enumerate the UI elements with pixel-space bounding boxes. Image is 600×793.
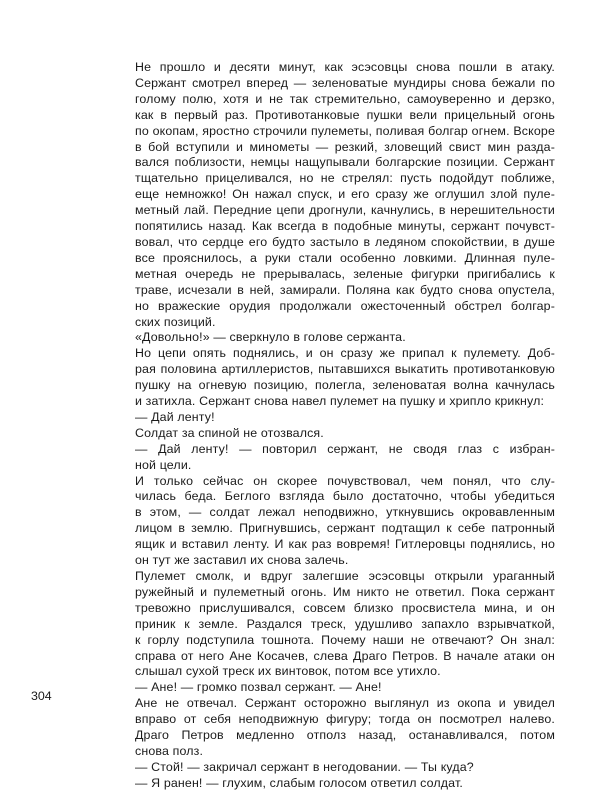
text-line: в бой вступили и минометы — резкий, зловещий свист мин разда- bbox=[135, 139, 555, 154]
text-line: Сержант смотрел вперед — зеленоватые мундиры снова бежали по bbox=[135, 75, 555, 90]
text-line: рая половина артиллеристов, пытавшихся выкатить противотанковую bbox=[135, 362, 555, 377]
paragraph bbox=[116, 330, 555, 346]
text-line: тщательно прицеливался, но не стрелял: пусть подойдут поближе, bbox=[135, 171, 555, 186]
page-number: 304 bbox=[31, 689, 52, 703]
text-line: пушку на огневую позицию, полегла, зеленоватая волна качнулась bbox=[135, 378, 555, 393]
text-line: И только сейчас он скорее почувствовал, чем понял, что слу- bbox=[135, 473, 555, 488]
text-line: метный лай. Передние цепи дрогнули, качнулись, в нерешительности bbox=[135, 203, 555, 218]
text-line: чилась беда. Беглого взгляда было достаточно, чтобы убедиться bbox=[135, 489, 555, 504]
text-line: ящик и вставил ленту. И как раз вовремя! Гитлеровцы поднялись, но bbox=[135, 537, 555, 552]
text-line: — Дай ленту! — повторил сержант, не сводя глаз с избран- bbox=[135, 441, 555, 456]
paragraph bbox=[116, 776, 555, 792]
text-line: вправо от себя неподвижную фигуру; тогда он посмотрел налево. bbox=[135, 712, 555, 727]
text-line: попятились назад. Как всегда в подобные минуты, сержант почувст- bbox=[135, 219, 555, 234]
paragraph bbox=[116, 760, 555, 776]
paragraph bbox=[116, 569, 555, 680]
page-text bbox=[116, 60, 555, 792]
text-line: ружейный и пулеметный огонь. Им никто не ответил. Пока сержант bbox=[135, 584, 555, 599]
text-line: ной цели. bbox=[135, 457, 192, 472]
text-line: он тут же заставил их снова залечь. bbox=[135, 553, 349, 568]
text-line: справа от него Ане Косачев, слева Драго Петров. В начале атаки он bbox=[135, 648, 555, 663]
text-line: — Я ранен! — глухим, слабым голосом ответил солдат. bbox=[135, 775, 463, 790]
paragraph bbox=[116, 426, 555, 442]
paragraph bbox=[116, 680, 555, 696]
text-line: все прояснилось, а руки стали особенно ловкими. Длинная пуле- bbox=[135, 250, 555, 265]
text-line: вовал, что сердце его будто застыло в ледяном спокойствии, в душе bbox=[135, 234, 555, 249]
paragraph bbox=[116, 696, 555, 760]
text-line: голому полю, хотя и не так стремительно, самоуверенно и дерзко, bbox=[135, 91, 555, 106]
text-line: — Стой! — закричал сержант в негодовании. — Ты куда? bbox=[135, 759, 474, 774]
paragraph bbox=[116, 442, 555, 474]
paragraph bbox=[116, 410, 555, 426]
text-line: Пулемет смолк, и вдруг залегшие эсэсовцы открыли ураганный bbox=[135, 569, 555, 583]
text-line: слышал сухой треск их винтовок, потом все утихло. bbox=[135, 664, 441, 679]
text-line: и затихла. Сержант снова навел пулемет на пушку и хрипло крикнул: bbox=[135, 394, 545, 409]
text-line: в этом, — солдат лежал неподвижно, уткнувшись окровавленным bbox=[135, 505, 555, 520]
text-line: «Довольно!» — сверкнуло в голове сержанта. bbox=[135, 330, 406, 345]
text-line: ских позиций. bbox=[135, 314, 216, 329]
paragraph bbox=[116, 60, 555, 330]
text-line: траве, исчезали в ней, замирали. Поляна как будто снова опустела, bbox=[135, 282, 555, 297]
text-line: Солдат за спиной не отозвался. bbox=[135, 425, 324, 440]
text-line: приник к земле. Раздался треск, удушливо запахло взрывчаткой, bbox=[135, 616, 555, 631]
text-line: метная очередь не прерывалась, зеленые фигурки пригибались к bbox=[135, 266, 555, 281]
text-line: Но цепи опять поднялись, и он сразу же припал к пулемету. Доб- bbox=[135, 346, 555, 361]
text-line: к горлу подступила тошнота. Почему наши не отвечают? Он знал: bbox=[135, 632, 555, 647]
paragraph bbox=[116, 474, 555, 569]
paragraph bbox=[116, 346, 555, 410]
text-line: — Дай ленту! bbox=[135, 409, 215, 424]
text-line: снова полз. bbox=[135, 743, 204, 758]
text-line: вался поблизости, немцы нащупывали болгарские позиции. Сержант bbox=[135, 155, 555, 170]
text-line: по окопам, яростно строчили пулеметы, поливая болгар огнем. Вскоре bbox=[135, 123, 555, 138]
text-line: еще немножко! Он нажал спуск, и его сразу же оглушил злой пуле- bbox=[135, 187, 555, 202]
text-line: но вражеские орудия продолжали ожесточенный обстрел болгар- bbox=[135, 298, 555, 313]
text-line: Драго Петров медленно отполз назад, останавливался, потом bbox=[135, 728, 555, 743]
text-line: тревожно прислушивался, совсем близко просвистела мина, и он bbox=[135, 600, 555, 615]
text-line: Ане не отвечал. Сержант осторожно выглянул из окопа и увидел bbox=[135, 696, 555, 711]
text-line: лицом в землю. Пригнувшись, сержант подтащил к себе патронный bbox=[135, 521, 555, 536]
text-line: Не прошло и десяти минут, как эсэсовцы снова пошли в атаку. bbox=[135, 60, 555, 74]
text-line: — Ане! — громко позвал сержант. — Ане! bbox=[135, 680, 382, 695]
text-line: как в первый раз. Противотанковые пушки вели прицельный огонь bbox=[135, 107, 555, 122]
